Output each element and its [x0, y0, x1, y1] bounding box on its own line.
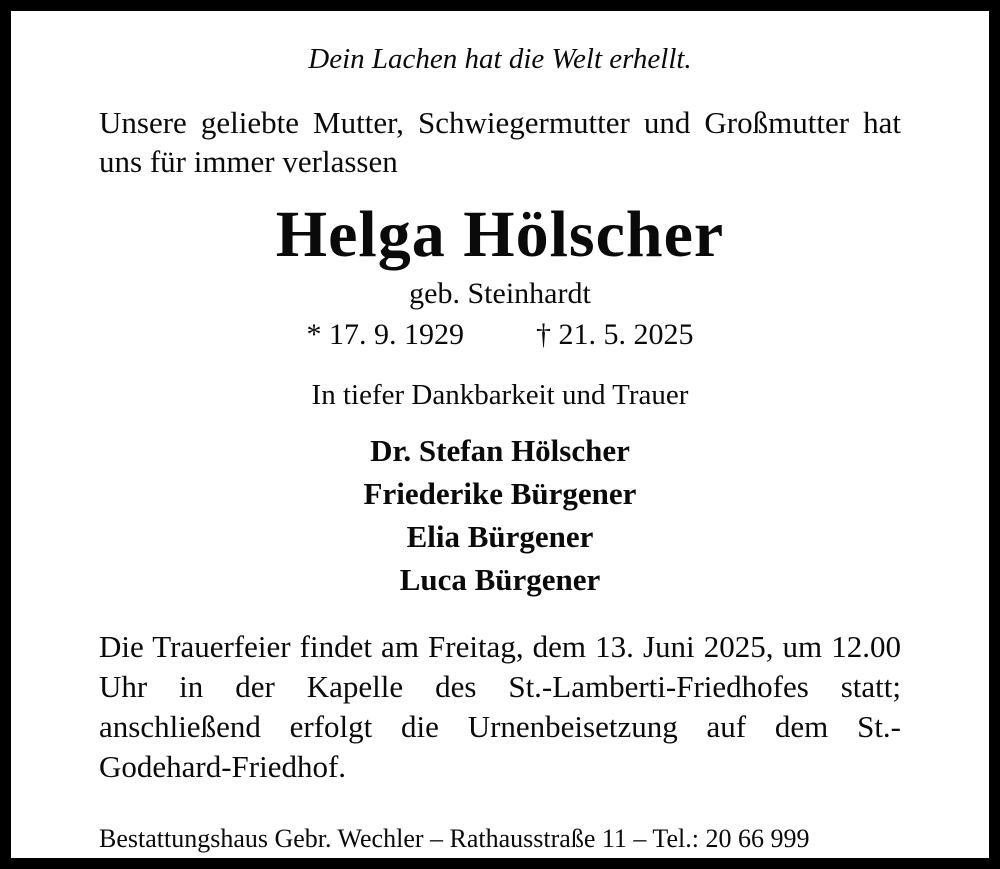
mourner-name: Dr. Stefan Hölscher	[370, 433, 630, 468]
birth-date: * 17. 9. 1929	[306, 318, 464, 351]
mourner-name: Luca Bürgener	[399, 562, 601, 597]
mourner-name: Friederike Bürgener	[363, 476, 637, 511]
intro-text: Unsere geliebte Mutter, Schwiegermutter und Großmutter hat uns für immer verlassen	[99, 105, 901, 179]
funeral-home-line: Bestattungshaus Gebr. Wechler – Rathausstraße 11 – Tel.: 20 66 999	[99, 824, 810, 853]
maiden-name: geb. Steinhardt	[409, 277, 591, 310]
deceased-name: Helga Hölscher	[275, 198, 725, 271]
condolence-line: In tiefer Dankbarkeit und Trauer	[311, 379, 689, 411]
epigraph: Dein Lachen hat die Welt erhellt.	[308, 43, 692, 75]
ceremony-paragraph: Die Trauerfeier findet am Freitag, dem 13. Juni 2025, um 12.00 Uhr in der Kapelle des St.-Lamberti-Friedhofes statt; anschließend erfolgt die Urnenbeisetzung auf dem St.-Godehard-Friedhof.	[99, 629, 901, 784]
mourner-name: Elia Bürgener	[406, 519, 594, 554]
death-date: † 21. 5. 2025	[536, 318, 694, 351]
life-dates	[99, 315, 901, 355]
mourners-list	[99, 429, 901, 601]
obituary-notice	[11, 11, 989, 858]
